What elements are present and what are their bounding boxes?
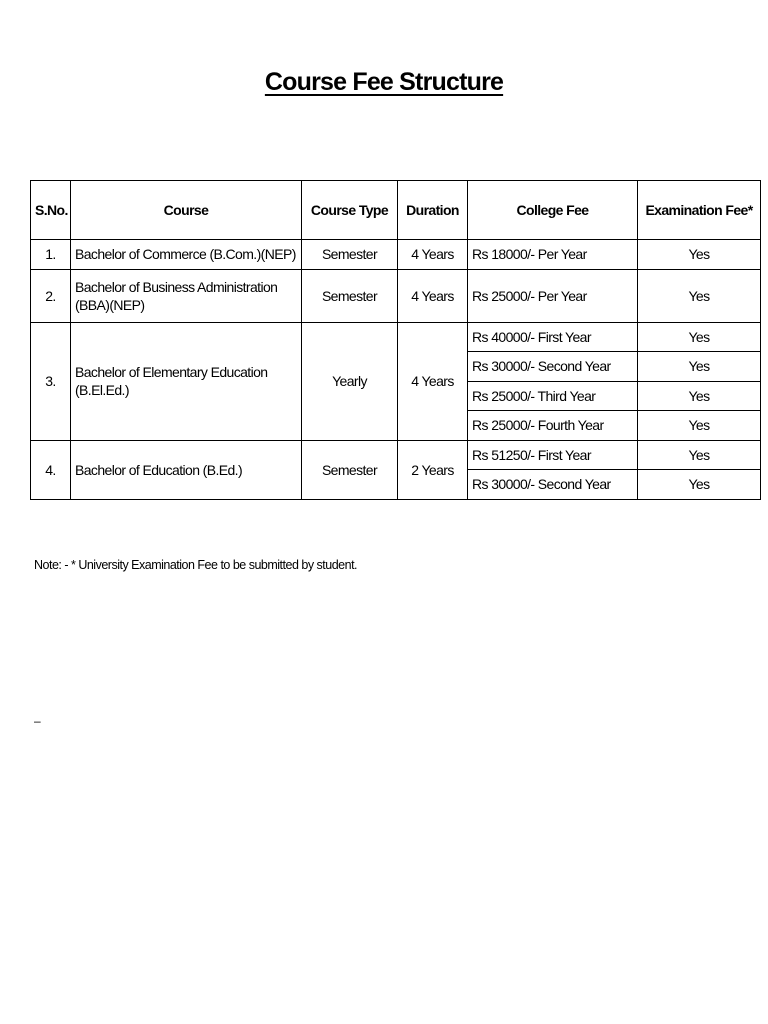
course-type-cell: Yearly <box>302 322 398 440</box>
duration-cell: 4 Years <box>398 269 468 322</box>
fee-table <box>30 180 761 500</box>
exam-fee-cell: Yes <box>638 381 761 411</box>
table-row <box>31 440 761 470</box>
exam-fee-cell: Yes <box>638 470 761 500</box>
header-college-fee: College Fee <box>468 181 638 240</box>
college-fee-cell: Rs 25000/- Third Year <box>468 381 638 411</box>
table-row <box>31 322 761 352</box>
header-course: Course <box>71 181 302 240</box>
course-cell: Bachelor of Business Administration (BBA)(NEP) <box>71 269 302 322</box>
college-fee-cell: Rs 25000/- Per Year <box>468 269 638 322</box>
exam-fee-cell: Yes <box>638 440 761 470</box>
table-row <box>31 240 761 270</box>
header-duration: Duration <box>398 181 468 240</box>
college-fee-cell: Rs 40000/- First Year <box>468 322 638 352</box>
duration-cell: 4 Years <box>398 322 468 440</box>
duration-cell: 4 Years <box>398 240 468 270</box>
course-type-cell: Semester <box>302 240 398 270</box>
exam-fee-cell: Yes <box>638 322 761 352</box>
header-course-type: Course Type <box>302 181 398 240</box>
course-type-cell: Semester <box>302 440 398 499</box>
college-fee-cell: Rs 30000/- Second Year <box>468 352 638 382</box>
college-fee-cell: Rs 18000/- Per Year <box>468 240 638 270</box>
page-title-text: Course Fee Structure <box>264 68 504 96</box>
course-cell: Bachelor of Education (B.Ed.) <box>71 440 302 499</box>
course-type-cell: Semester <box>302 269 398 322</box>
duration-cell: 2 Years <box>398 440 468 499</box>
table-row <box>31 269 761 322</box>
footnote: Note: - * University Examination Fee to be submitted by student. <box>34 558 358 572</box>
exam-fee-cell: Yes <box>638 352 761 382</box>
college-fee-cell: Rs 30000/- Second Year <box>468 470 638 500</box>
page-title <box>0 64 768 100</box>
header-exam-fee: Examination Fee* <box>638 181 761 240</box>
sno-cell: 1. <box>31 240 71 270</box>
course-cell: Bachelor of Commerce (B.Com.)(NEP) <box>71 240 302 270</box>
exam-fee-cell: Yes <box>638 269 761 322</box>
exam-fee-cell: Yes <box>638 240 761 270</box>
college-fee-cell: Rs 51250/- First Year <box>468 440 638 470</box>
college-fee-cell: Rs 25000/- Fourth Year <box>468 411 638 441</box>
course-cell: Bachelor of Elementary Education (B.El.Ed.) <box>71 322 302 440</box>
header-sno: S.No. <box>31 181 71 240</box>
header-row <box>31 181 761 240</box>
dash-mark: – <box>34 714 41 728</box>
sno-cell: 2. <box>31 269 71 322</box>
exam-fee-cell: Yes <box>638 411 761 441</box>
sno-cell: 4. <box>31 440 71 499</box>
sno-cell: 3. <box>31 322 71 440</box>
